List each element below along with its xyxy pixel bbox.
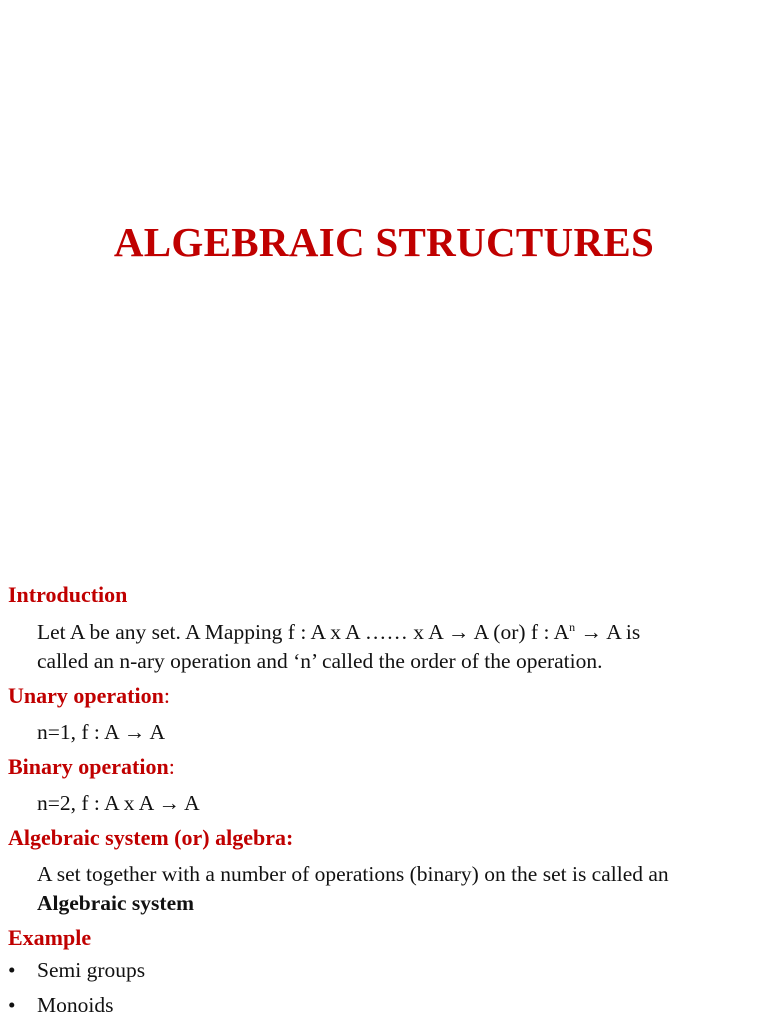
binary-heading-text: Binary operation bbox=[8, 754, 169, 779]
list-item-label: Semi groups bbox=[37, 958, 146, 982]
unary-heading-text: Unary operation bbox=[8, 683, 164, 708]
bullet-icon: • bbox=[8, 993, 16, 1017]
exponent-n: n bbox=[569, 620, 576, 634]
introduction-line-1 bbox=[37, 617, 768, 647]
bullet-icon: • bbox=[8, 958, 16, 982]
page-title: ALGEBRAIC STRUCTURES bbox=[113, 219, 655, 265]
introduction-line-2: called an n-ary operation and ‘n’ called the order of the operation. bbox=[37, 649, 603, 673]
algebraic-system-line-2: Algebraic system bbox=[37, 891, 195, 915]
list-item-label: Monoids bbox=[37, 993, 114, 1017]
section-heading-binary bbox=[8, 754, 768, 780]
binary-heading-colon: : bbox=[168, 754, 175, 779]
unary-heading-colon: : bbox=[163, 683, 170, 708]
binary-formula: n=2, f : A x A → A bbox=[37, 791, 200, 815]
section-heading-introduction: Introduction bbox=[8, 582, 128, 607]
introduction-line-1-pre: Let A be any set. A Mapping f : A x A …… x A → A (or) f : A bbox=[37, 620, 570, 644]
section-heading-example: Example bbox=[8, 925, 92, 950]
section-heading-unary bbox=[8, 683, 768, 709]
algebraic-system-line-1: A set together with a number of operations (binary) on the set is called an bbox=[37, 862, 669, 886]
section-heading-algebraic-system: Algebraic system (or) algebra: bbox=[8, 825, 294, 850]
introduction-line-1-post: → A is bbox=[575, 620, 641, 644]
unary-formula: n=1, f : A → A bbox=[37, 720, 166, 744]
